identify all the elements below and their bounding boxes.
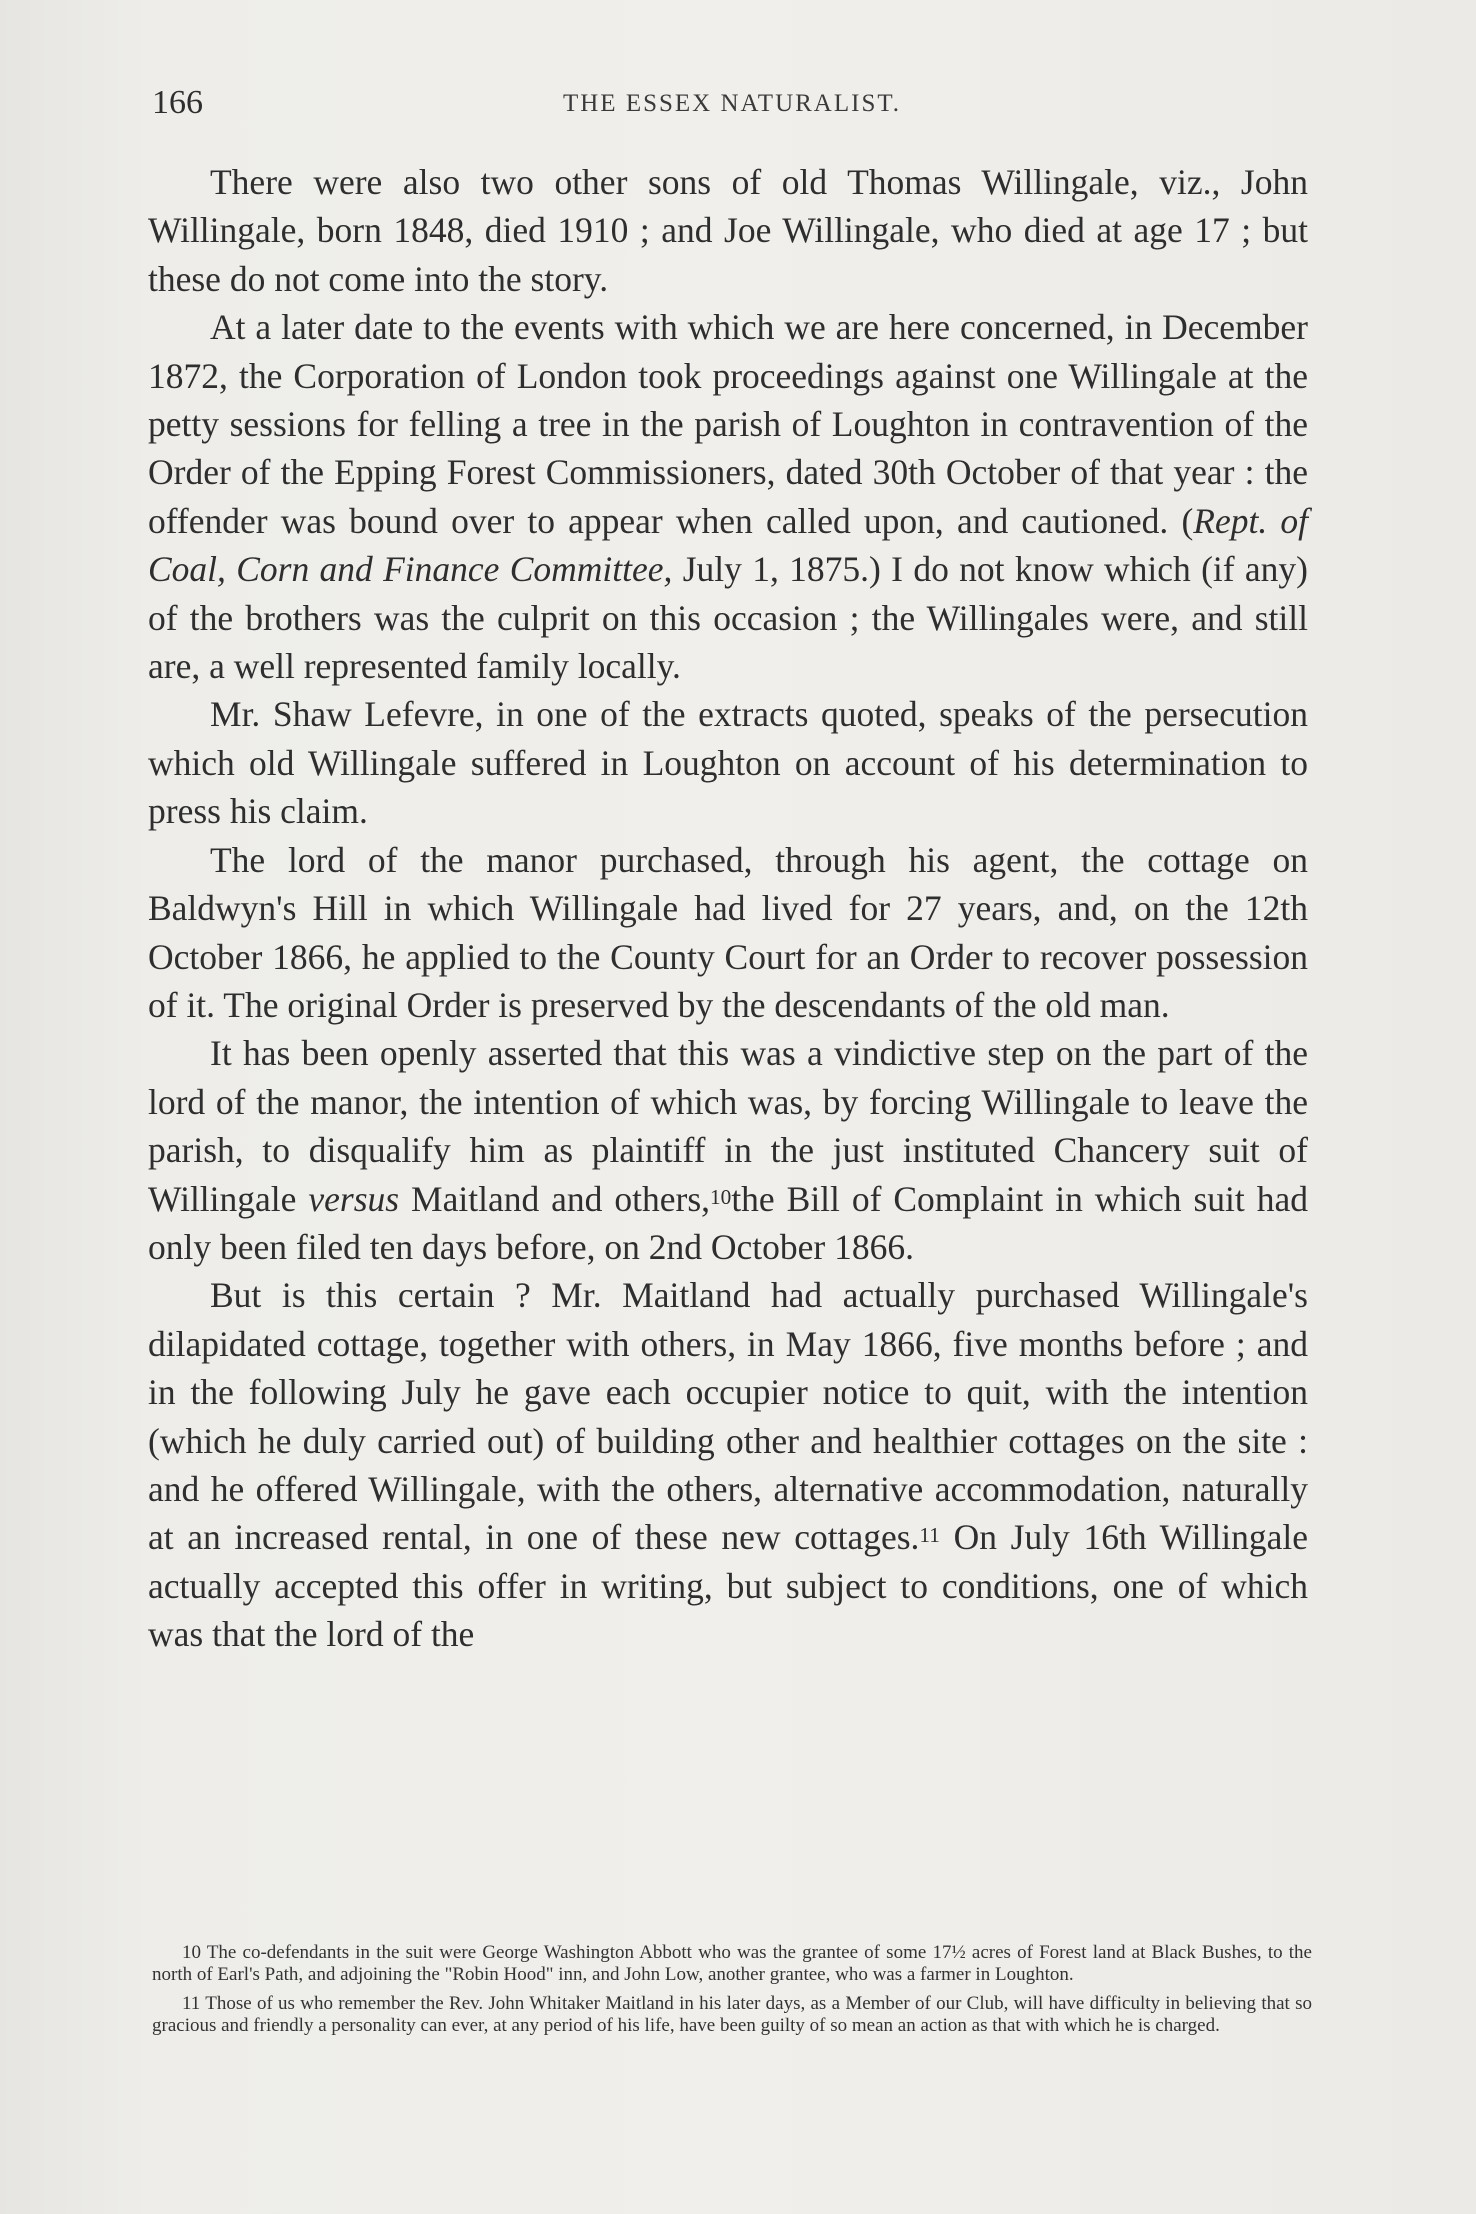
paragraph-text: At a later date to the events with which we are here concerned, in December 1872, the Corporation of London took proceedings against one Willingale at the petty sessions for felling a tree in the parish of Loughton in contravention of the Order of the Epping Forest Commissioners, dated 30th October of that year : the offender was bound over to appear when called upon, and cautioned. ( (148, 307, 1308, 541)
paragraph: Mr. Shaw Lefevre, in one of the extracts quoted, speaks of the persecution which old Willingale suffered in Loughton on account of his determination to press his claim. (148, 694, 1308, 832)
italic-word: versus (308, 1178, 400, 1219)
citation-title: Rept. of Coal, Corn and Finance Committee, (148, 500, 1309, 590)
paragraph (148, 1271, 1308, 1658)
footnote-ref: 10 (710, 1184, 732, 1209)
paragraph-text: It has been openly asserted that this was a vindictive step on the part of the lord of the manor, the intention of which was, by forcing Willingale to leave the parish, to disqualify him as plaintiff in the just instituted Chancery suit of Willingale (148, 1033, 1308, 1219)
paragraph (148, 303, 1308, 690)
footnote: 11 Those of us who remember the Rev. John Whitaker Maitland in his later days, as a Member of our Club, will have difficulty in believing that so gracious and friendly a personality can ever, at any period of his life, have been guilty of so mean an action as that with which he is charged. (152, 1993, 1312, 2036)
footnotes (152, 1942, 1312, 2044)
footnote: 10 The co-defendants in the suit were George Washington Abbott who was the grantee of some 17½ acres of Forest land at Black Bushes, to the north of Earl's Path, and adjoining the "Robin Hood" inn, and John Low, another grantee, who was a farmer in Loughton. (152, 1942, 1312, 1985)
paragraph: The lord of the manor purchased, through his agent, the cottage on Baldwyn's Hill in which Willingale had lived for 27 years, and, on the 12th October 1866, he applied to the County Court for an Order to recover possession of it. The original Order is preserved by the descendants of the old man. (148, 839, 1308, 1025)
page-header (152, 84, 1312, 124)
paragraph-text: July 1, 1875.) I do not know which (if any) of the brothers was the culprit on this occasion ; the Willingales were, and still are, a well represented family locally. (148, 549, 1308, 687)
paragraph: There were also two other sons of old Thomas Willingale, viz., John Willingale, born 1848, died 1910 ; and Joe Willingale, who died at age 17 ; but these do not come into the story. (148, 162, 1308, 299)
running-title: THE ESSEX NATURALIST. (562, 90, 902, 117)
paragraph-text: the Bill of Complaint in which suit had only been filed ten days before, on 2nd October 1866. (148, 1178, 1308, 1267)
paragraph-text: On July 16th Willingale actually accepted this offer in writing, but subject to conditions, one of which was that the lord of the (148, 1517, 1308, 1655)
paragraph-text: But is this certain ? Mr. Maitland had actually purchased Willingale's dilapidated cottage, together with others, in May 1866, five months before ; and in the following July he gave each occupier notice to quit, with the intention (which he duly carried out) of building other and healthier cottages on the site : and he offered Willingale, with the others, alternative accommodation, naturally at an increased rental, in one of these new cottages. (148, 1275, 1308, 1558)
paragraph-text: Maitland and others, (399, 1178, 711, 1219)
body-text (148, 158, 1308, 1659)
page-number: 166 (152, 84, 203, 121)
footnote-ref: 11 (919, 1523, 940, 1548)
paragraph (148, 1029, 1308, 1271)
